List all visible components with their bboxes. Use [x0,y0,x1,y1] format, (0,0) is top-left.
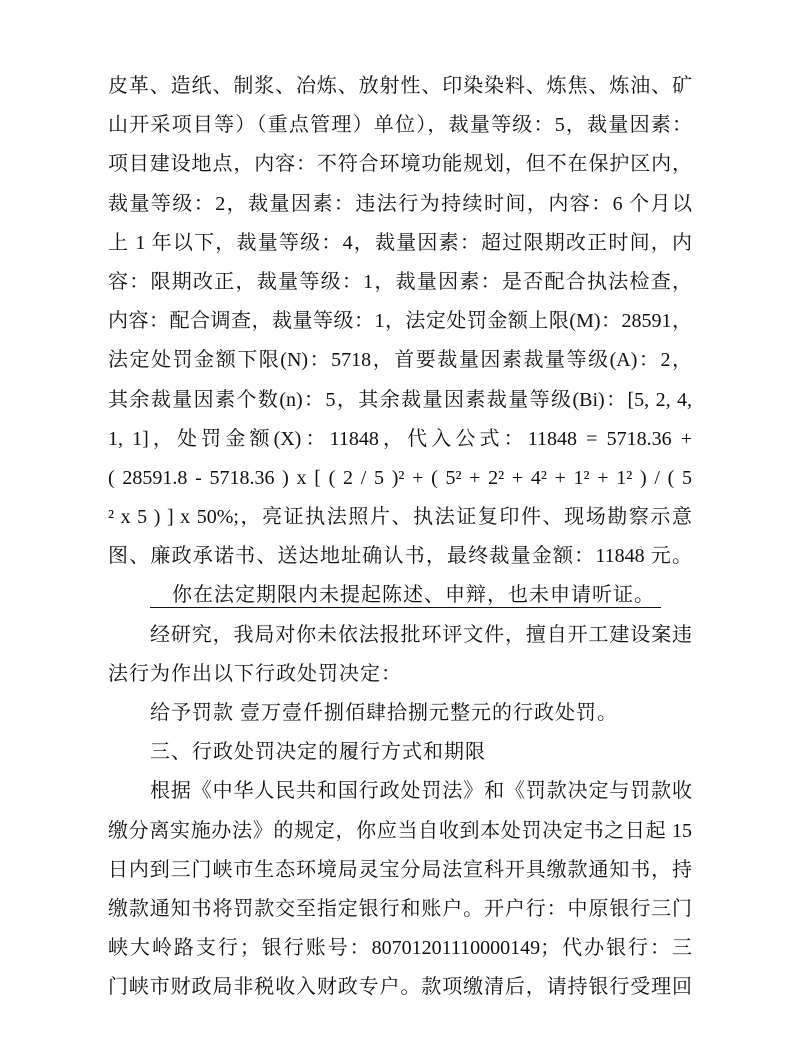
section-heading: 三、行政处罚决定的履行方式和期限 [150,741,486,764]
discretion-line: 1, 1]，处罚金额(X)：11848，代入公式：11848 = 5718.36 + [108,427,692,450]
decision-line: 法行为作出以下行政处罚决定： [108,662,402,685]
payment-paragraph [108,772,692,1007]
discretion-line: 上 1 年以下，裁量等级：4，裁量因素：超过限期改正时间，内 [108,231,692,254]
decision-line: 经研究，我局对你未依法报批环评文件，擅自开工建设案违 [150,623,692,646]
payment-line: 根据《中华人民共和国行政处罚法》和《罚款决定与罚款收 [150,780,692,803]
payment-line: 缴分离实施办法》的规定，你应当自收到本处罚决定书之日起 15 [108,819,692,842]
discretion-line: 裁量等级：2，裁量因素：违法行为持续时间，内容：6 个月以 [108,192,692,215]
discretion-line: 内容：配合调查，裁量等级：1，法定处罚金额上限(M)：28591， [108,310,692,333]
discretion-line: 项目建设地点，内容：不符合环境功能规划，但不在保护区内， [108,153,692,176]
discretion-line: 容：限期改正，裁量等级：1，裁量因素：是否配合执法检查， [108,270,692,293]
document-body [108,67,692,1008]
discretion-paragraph [108,67,692,576]
discretion-line: ² x 5 ) ] x 50%;，亮证执法照片、执法证复印件、现场勘察示意 [108,506,692,529]
payment-line: 日内到三门峡市生态环境局灵宝分局法宣科开具缴款通知书，持 [108,858,692,881]
discretion-line: 法定处罚金额下限(N)：5718，首要裁量因素裁量等级(A)：2， [108,349,692,372]
statement-text: 你在法定期限内未提起陈述、申辩，也未申请听证。 [150,583,661,608]
formula-line: ( 28591.8 - 5718.36 ) x [ ( 2 / 5 )² + ( 5² + 2² + 4² + 1² + 1² ) / ( 5 [108,466,692,489]
payment-line: 峡大岭路支行；银行账号：80701201110000149；代办银行：三 [108,937,692,960]
decision-paragraph [108,616,692,694]
discretion-line: 山开采项目等）（重点管理）单位），裁量等级：5，裁量因素： [108,114,692,137]
penalty-line: 给予罚款 壹万壹仟捌佰肆拾捌元整元的行政处罚。 [150,702,618,724]
payment-line: 门峡市财政局非税收入财政专户。款项缴清后，请持银行受理回 [108,976,692,999]
discretion-line: 其余裁量因素个数(n)：5，其余裁量因素裁量等级(Bi)：[5, 2, 4, [108,388,692,411]
statement-line [108,576,692,615]
discretion-line: 图、廉政承诺书、送达地址确认书，最终裁量金额：11848 元。 [108,545,692,568]
discretion-line: 皮革、造纸、制浆、冶炼、放射性、印染染料、炼焦、炼油、矿 [108,75,692,97]
payment-line: 缴款通知书将罚款交至指定银行和账户。开户行：中原银行三门 [108,897,692,920]
